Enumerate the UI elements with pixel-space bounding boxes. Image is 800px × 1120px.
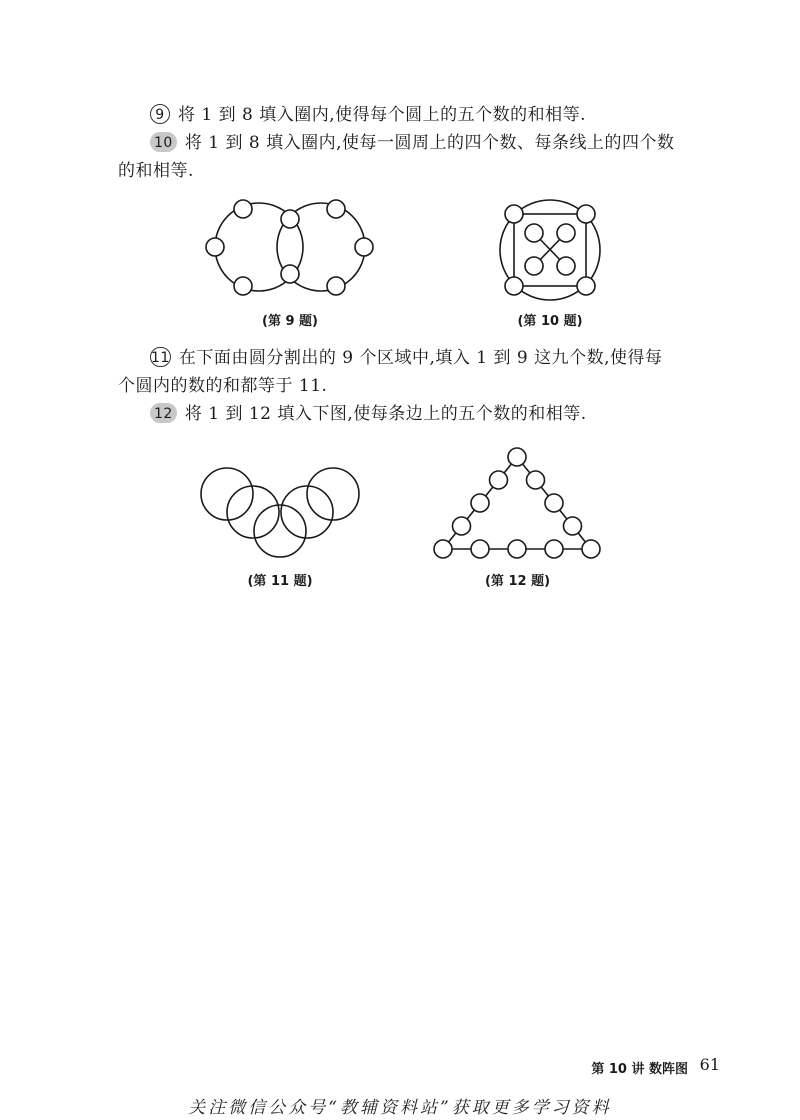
problem-text: 在下面由圆分割出的 9 个区域中,填入 1 到 9 这九个数,使得每 (178, 348, 663, 368)
problem-9 (118, 101, 698, 129)
figure-10-node (577, 277, 595, 295)
problem-number: 11 (150, 347, 171, 367)
figure-12-node (471, 540, 489, 558)
figure-10-node (525, 257, 543, 275)
figure-12-node (545, 494, 563, 512)
problem-number: 10 (150, 132, 177, 152)
figure-9-node (281, 265, 299, 283)
figure-12-node (434, 540, 452, 558)
figure-10-node (505, 205, 523, 223)
figure-9-node (234, 277, 252, 295)
problem-number: 12 (150, 403, 177, 423)
problem-12 (118, 400, 698, 428)
figure-12-node (508, 540, 526, 558)
page-number: 61 (699, 1055, 720, 1074)
figure-11 (195, 465, 365, 560)
figure-9-caption: (第 9 题) (262, 314, 318, 329)
figure-10-node (525, 224, 543, 242)
figure-9-node (206, 238, 224, 256)
watermark: 关注微信公众号“教辅资料站”获取更多学习资料 (188, 1098, 612, 1118)
figure-9-node (327, 200, 345, 218)
figure-9-node (355, 238, 373, 256)
problem-text: 将 1 到 8 填入圈内,使每一圆周上的四个数、每条线上的四个数 (184, 133, 675, 153)
figure-9-node (234, 200, 252, 218)
figure-11-caption: (第 11 题) (247, 574, 313, 589)
problem-11 (118, 344, 698, 400)
figure-10-node (557, 257, 575, 275)
figure-12-node (564, 517, 582, 535)
figure-11-circle (254, 505, 306, 557)
figure-10-node (505, 277, 523, 295)
problem-10 (118, 129, 698, 185)
problem-text: 将 1 到 12 填入下图,使每条边上的五个数的和相等. (184, 404, 587, 424)
figure-12 (425, 442, 610, 562)
figure-9-node (281, 210, 299, 228)
figure-10-node (557, 224, 575, 242)
figure-9 (200, 195, 380, 300)
footer-chapter: 第 10 讲 数阵图 (591, 1062, 688, 1077)
figure-12-node (527, 471, 545, 489)
figure-12-node (490, 471, 508, 489)
figure-12-node (545, 540, 563, 558)
figure-12-node (453, 517, 471, 535)
figure-12-triangle (443, 457, 591, 549)
problem-text-continued: 个圆内的数的和都等于 11. (118, 376, 328, 396)
figure-12-node (582, 540, 600, 558)
figure-12-node (471, 494, 489, 512)
figure-10-caption: (第 10 题) (517, 314, 583, 329)
problem-text-continued: 的和相等. (118, 161, 194, 181)
figure-12-node (508, 448, 526, 466)
figure-12-caption: (第 12 题) (484, 574, 551, 589)
problem-text: 将 1 到 8 填入圈内,使得每个圆上的五个数的和相等. (178, 105, 587, 125)
figure-10-node (577, 205, 595, 223)
figure-9-node (327, 277, 345, 295)
figure-10 (495, 198, 605, 303)
problem-number: 9 (150, 104, 170, 124)
